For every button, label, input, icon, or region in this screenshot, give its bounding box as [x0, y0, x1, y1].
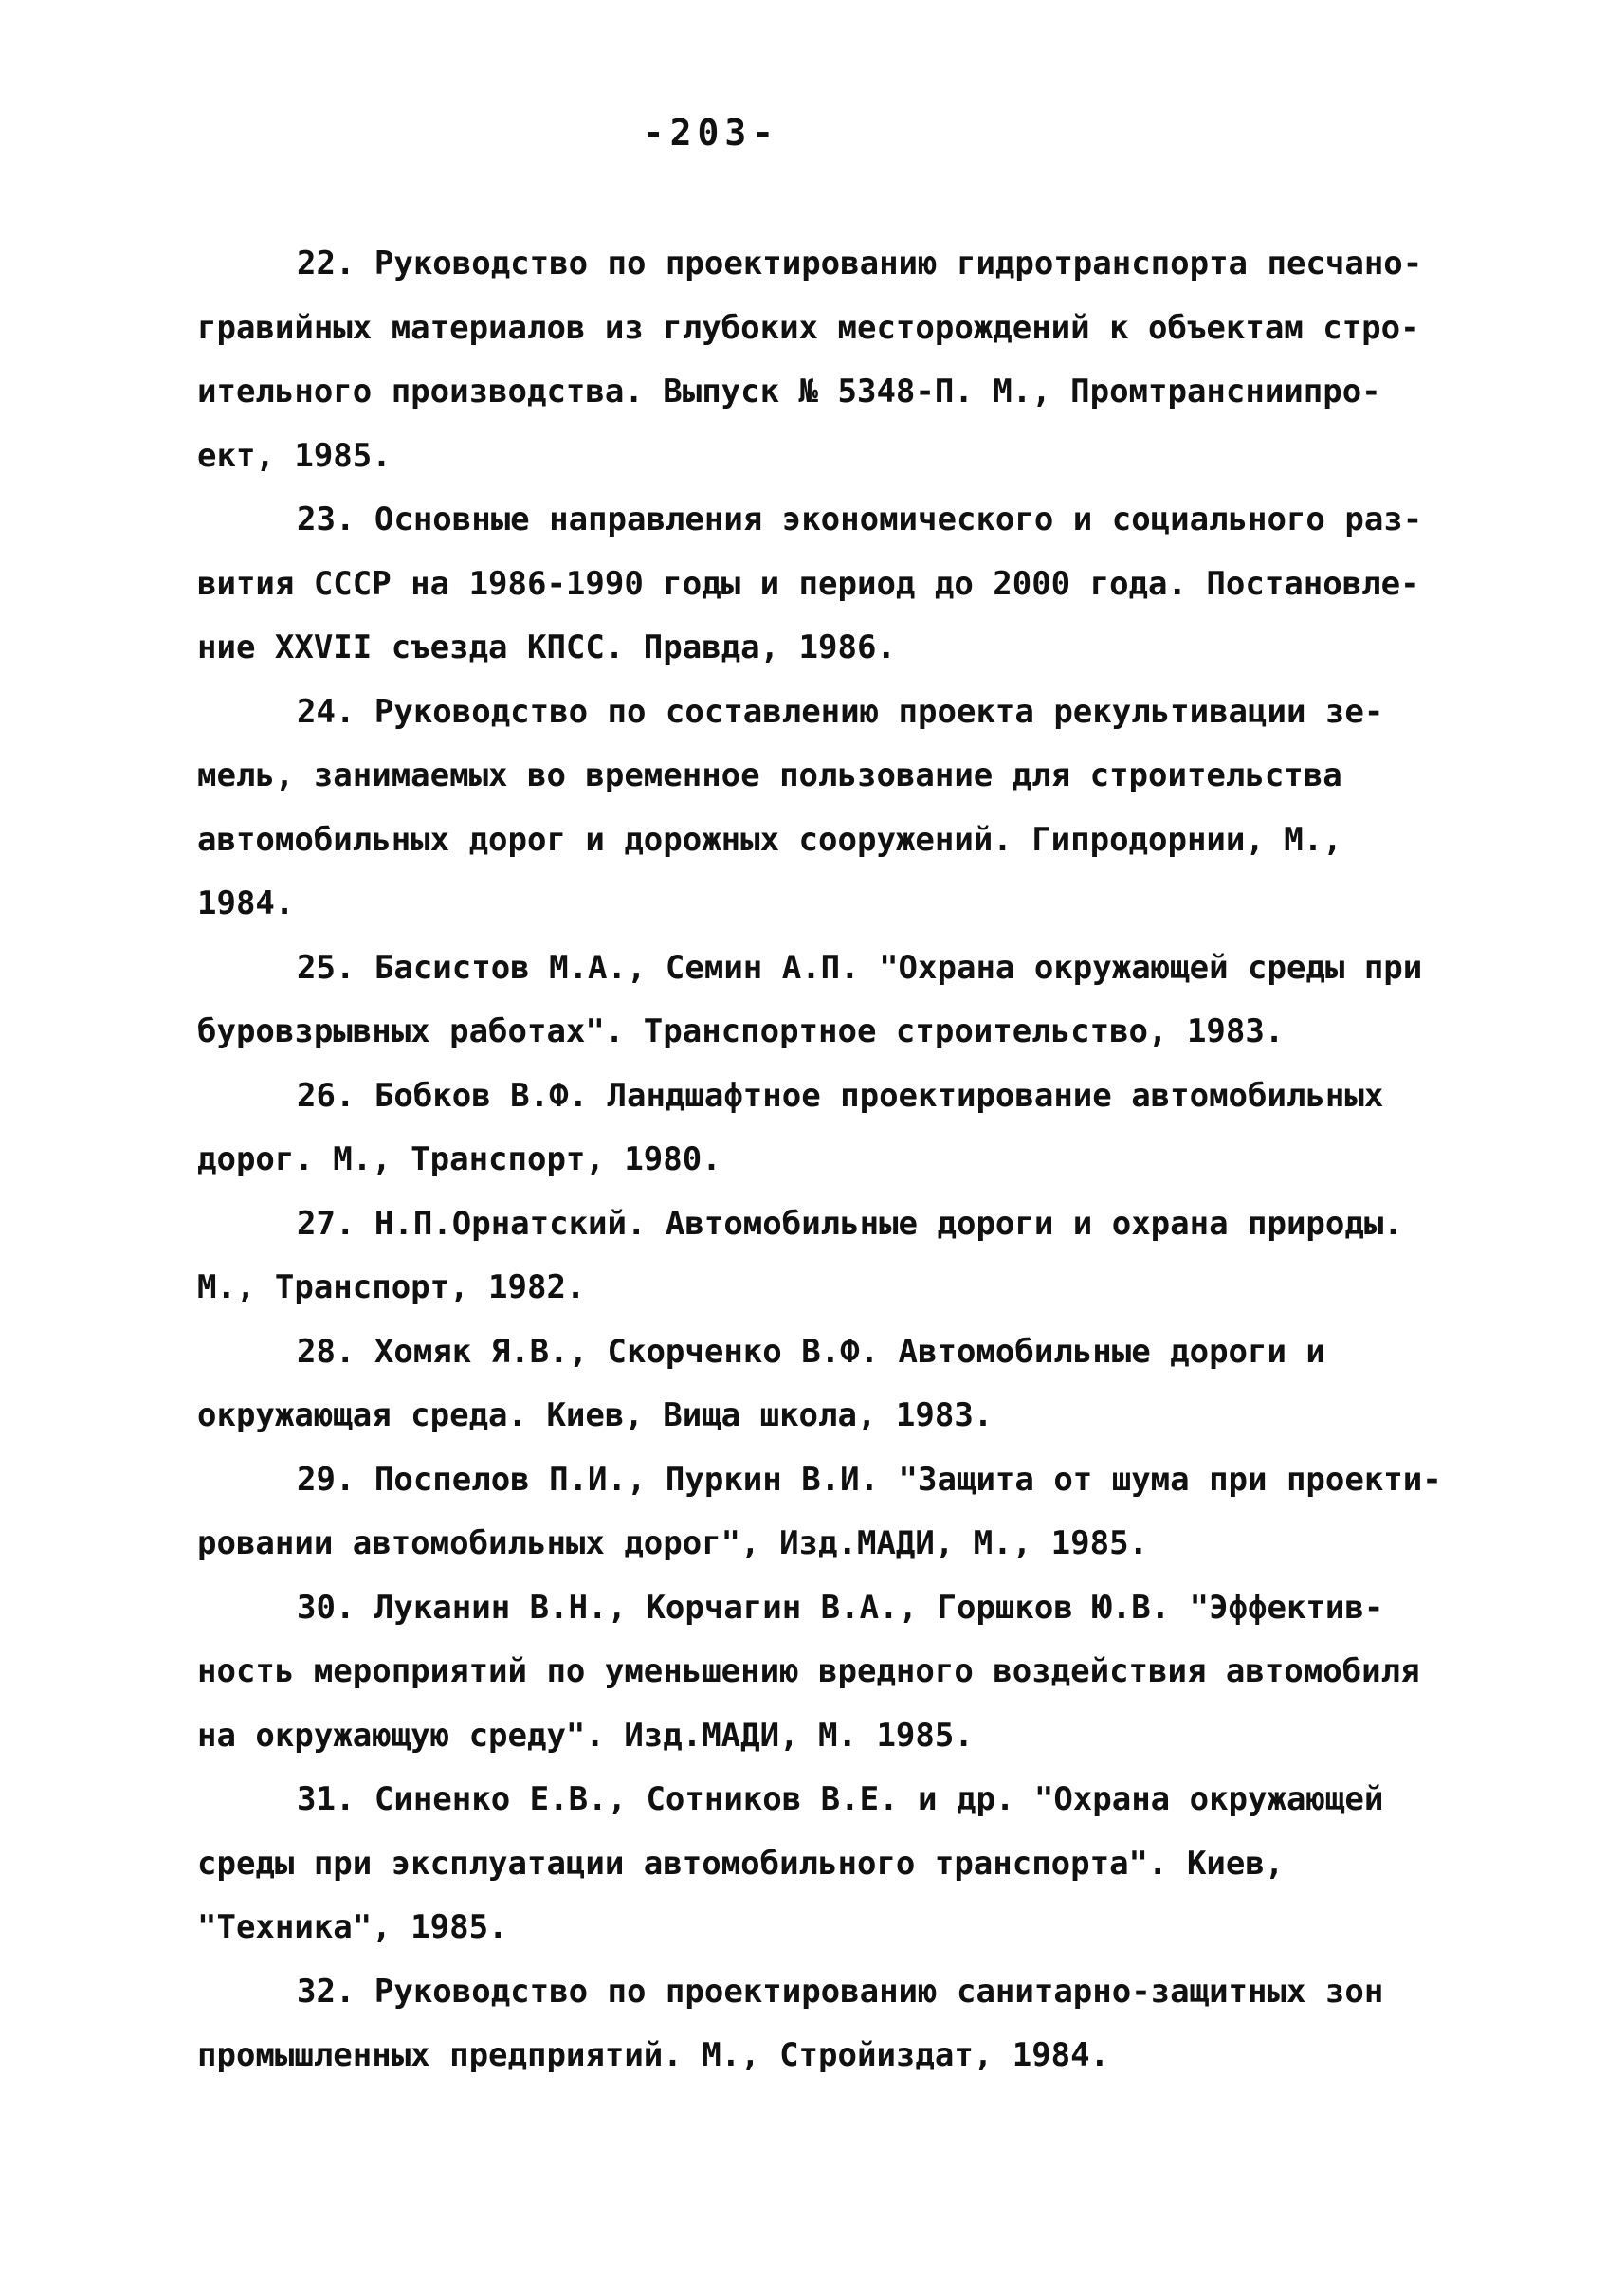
reference-first-line: 32. Руководство по проектированию санитарно-защитных зон	[297, 1972, 1384, 2011]
reference-entry	[197, 1448, 1449, 1576]
reference-line: промышленных предприятий. М., Стройиздат, 1984.	[197, 2036, 1110, 2074]
reference-line: М., Транспорт, 1982.	[197, 1268, 586, 1306]
reference-line: буровзрывных работах". Транспортное строительство, 1983.	[197, 1012, 1285, 1050]
reference-line: дорог. М., Транспорт, 1980.	[197, 1140, 721, 1178]
reference-line: на окружающую среду". Изд.МАДИ, М. 1985.	[197, 1716, 974, 1755]
reference-entry	[197, 1065, 1449, 1193]
reference-entry	[197, 1960, 1449, 2088]
reference-line: вития СССР на 1986-1990 годы и период до 2000 года. Постановле-	[197, 564, 1420, 603]
reference-list	[197, 232, 1449, 2088]
page-number: -203-	[642, 112, 780, 154]
reference-first-line: 25. Басистов М.А., Семин А.П. "Охрана окружающей среды при	[297, 948, 1423, 987]
reference-first-line: 22. Руководство по проектированию гидротранспорта песчано-	[297, 245, 1423, 282]
reference-first-line: 23. Основные направления экономического и социального раз-	[297, 501, 1423, 538]
reference-entry	[197, 1193, 1449, 1321]
reference-entry	[197, 232, 1449, 488]
reference-line: ние XXVII съезда КПСС. Правда, 1986.	[197, 628, 896, 666]
reference-first-line: 28. Хомяк Я.В., Скорченко В.Ф. Автомобильные дороги и	[297, 1332, 1325, 1371]
reference-first-line: 29. Поспелов П.И., Пуркин В.И. "Защита от шума при проекти-	[297, 1460, 1442, 1499]
reference-first-line: 24. Руководство по составлению проекта рекультивации зе-	[297, 692, 1384, 731]
reference-first-line: 27. Н.П.Орнатский. Автомобильные дороги и охрана природы.	[297, 1204, 1403, 1243]
reference-line: ровании автомобильных дорог", Изд.МАДИ, М., 1985.	[197, 1524, 1149, 1562]
reference-line: 1984.	[197, 884, 295, 922]
reference-line: гравийных материалов из глубоких месторождений к объектам стро-	[197, 308, 1420, 347]
reference-line: ект, 1985.	[197, 436, 392, 475]
reference-first-line: 26. Бобков В.Ф. Ландшафтное проектирование автомобильных	[297, 1076, 1384, 1115]
reference-line: автомобильных дорог и дорожных сооружений. Гипродорнии, М.,	[197, 820, 1342, 859]
reference-line: ительного производства. Выпуск № 5348-П. М., Промтрансниипро-	[197, 373, 1381, 410]
reference-entry	[197, 1768, 1449, 1960]
reference-line: "Техника", 1985.	[197, 1908, 508, 1946]
reference-line: мель, занимаемых во временное пользование для строительства	[197, 756, 1342, 794]
reference-entry	[197, 937, 1449, 1065]
reference-entry	[197, 681, 1449, 937]
reference-entry	[197, 1576, 1449, 1769]
reference-first-line: 31. Синенко Е.В., Сотников В.Е. и др. "Охрана окружающей	[297, 1780, 1384, 1818]
reference-line: окружающая среда. Киев, Вища школа, 1983.	[197, 1396, 994, 1434]
reference-line: среды при эксплуатации автомобильного транспорта". Киев,	[197, 1844, 1285, 1883]
reference-entry	[197, 1321, 1449, 1448]
reference-first-line: 30. Луканин В.Н., Корчагин В.А., Горшков Ю.В. "Эффектив-	[297, 1588, 1384, 1627]
reference-line: ность мероприятий по уменьшению вредного воздействия автомобиля	[197, 1652, 1420, 1690]
reference-entry	[197, 488, 1449, 681]
